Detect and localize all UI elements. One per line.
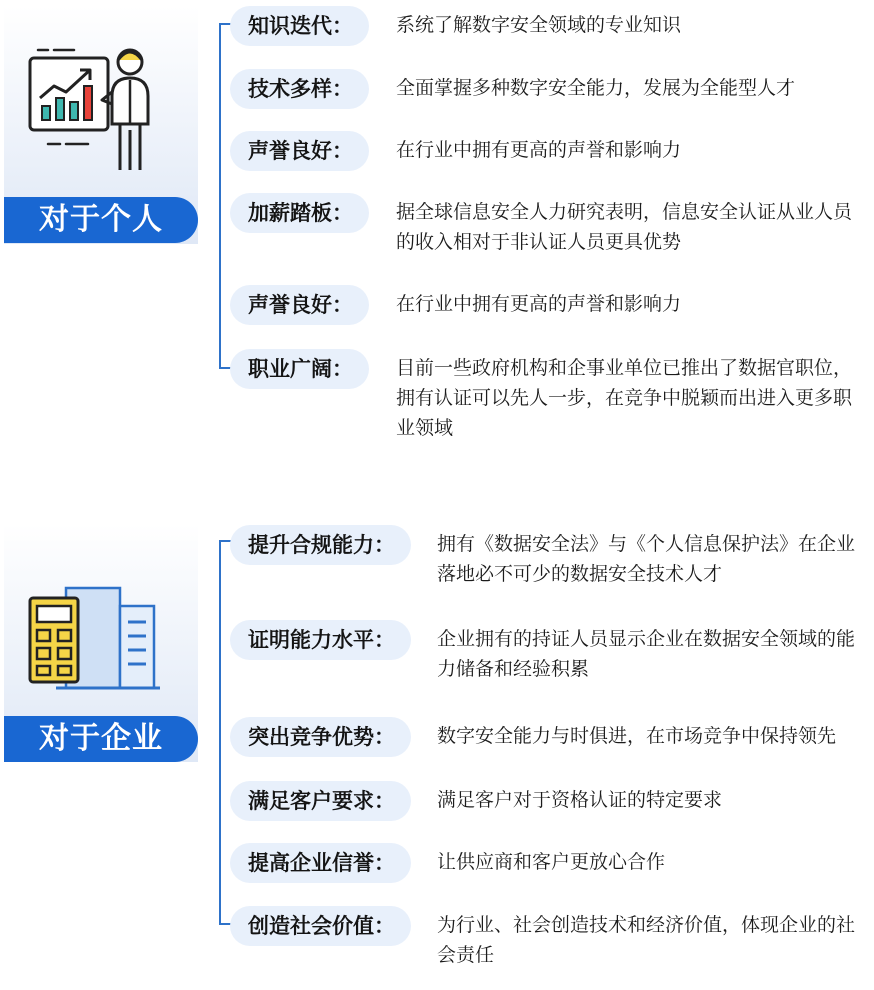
- benefit-description: 为行业、社会创造技术和经济价值，体现企业的社会责任: [437, 914, 856, 966]
- benefit-label: 提升合规能力：: [230, 525, 411, 565]
- benefit-description: 在行业中拥有更高的声誉和影响力: [396, 139, 682, 161]
- benefit-label: 满足客户要求：: [230, 781, 411, 821]
- benefit-label: 职业广阔：: [230, 349, 369, 389]
- building-calculator-icon: [26, 582, 166, 692]
- presenter-chart-icon: [26, 40, 166, 180]
- benefit-description: 在行业中拥有更高的声誉和影响力: [396, 293, 682, 315]
- individual-title: 对于个人: [4, 197, 198, 243]
- benefit-description: 据全球信息安全人力研究表明，信息安全认证从业人员的收入相对于非认证人员更具优势: [396, 201, 853, 253]
- benefit-description: 全面掌握多种数字安全能力，发展为全能型人才: [396, 77, 796, 99]
- individual-bracket: [219, 24, 221, 369]
- benefit-description: 目前一些政府机构和企事业单位已推出了数据官职位，拥有认证可以先人一步，在竞争中脱颖而出进入更多职业领域: [396, 357, 853, 439]
- benefit-label: 证明能力水平：: [230, 620, 411, 660]
- benefit-label: 声誉良好：: [230, 285, 369, 325]
- enterprise-title: 对于企业: [4, 716, 198, 762]
- benefit-description: 数字安全能力与时俱进，在市场竞争中保持领先: [437, 725, 837, 747]
- benefit-label: 声誉良好：: [230, 131, 369, 171]
- benefit-description: 满足客户对于资格认证的特定要求: [437, 789, 723, 811]
- benefit-label: 知识迭代：: [230, 6, 369, 46]
- benefit-label: 技术多样：: [230, 69, 369, 109]
- benefit-label: 创造社会价值：: [230, 906, 411, 946]
- benefit-label: 突出竞争优势：: [230, 717, 411, 757]
- benefit-description: 企业拥有的持证人员显示企业在数据安全领域的能力储备和经验积累: [437, 628, 856, 680]
- benefit-description: 系统了解数字安全领域的专业知识: [396, 14, 682, 36]
- benefit-label: 提高企业信誉：: [230, 843, 411, 883]
- benefit-description: 让供应商和客户更放心合作: [437, 851, 666, 873]
- enterprise-bracket: [219, 541, 221, 925]
- benefit-label: 加薪踏板：: [230, 193, 369, 233]
- benefit-description: 拥有《数据安全法》与《个人信息保护法》在企业落地必不可少的数据安全技术人才: [437, 533, 856, 585]
